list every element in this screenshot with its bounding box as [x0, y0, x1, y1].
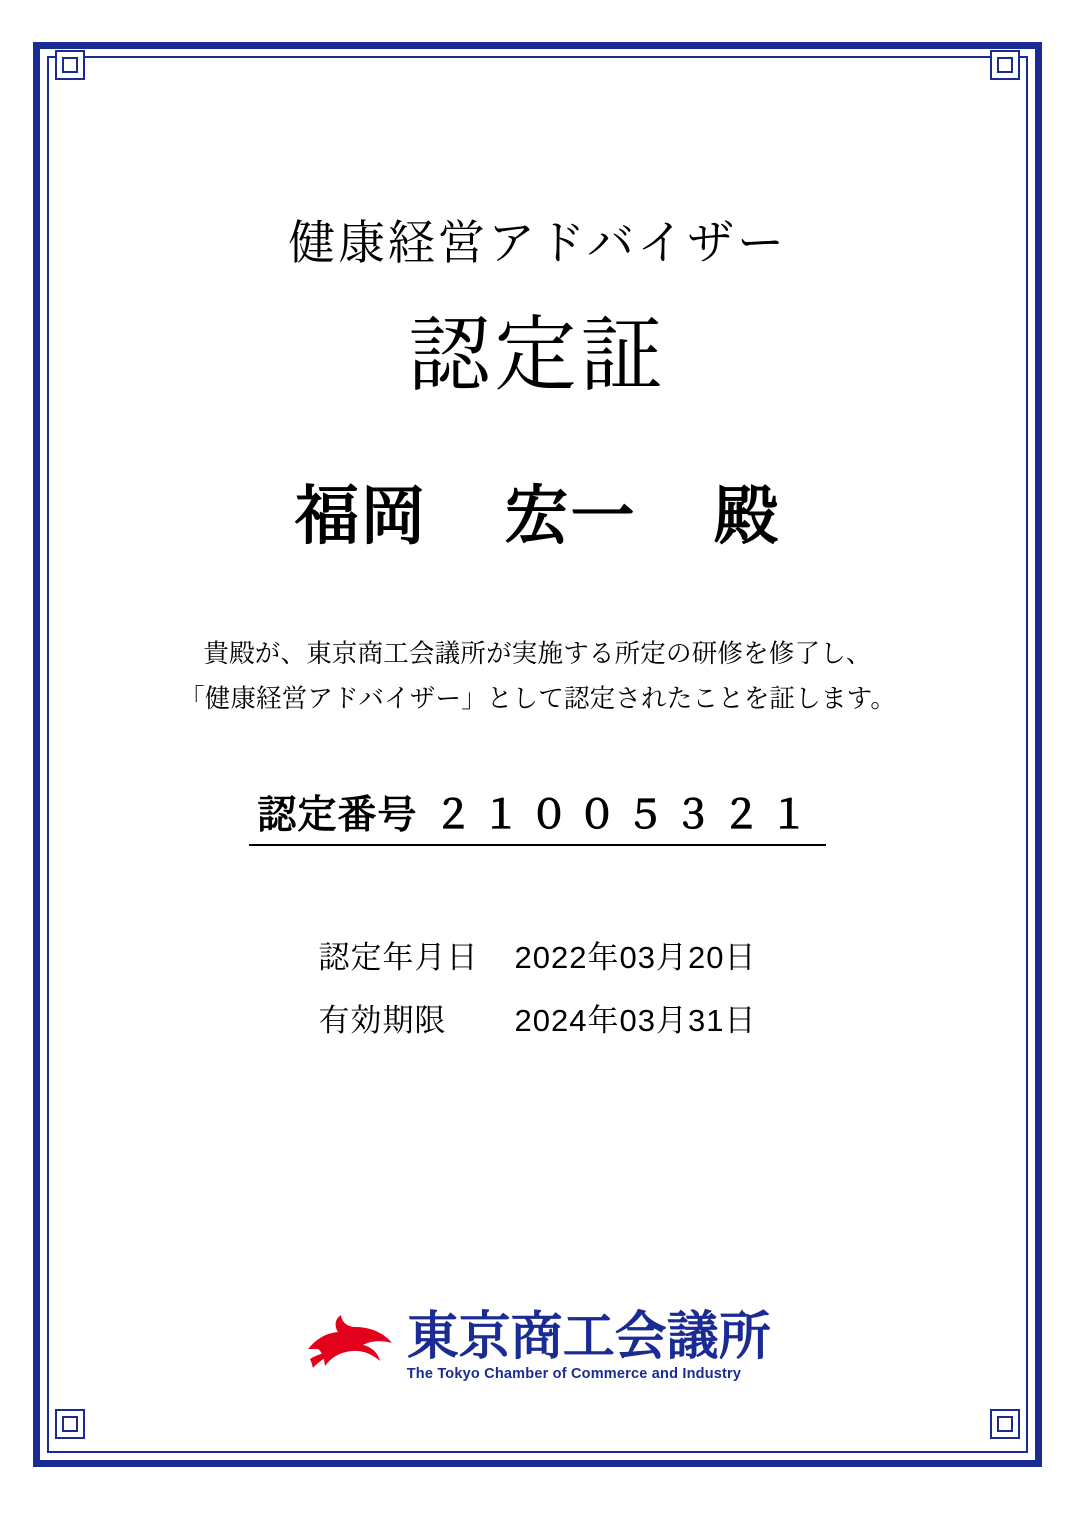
- certificate-number-value: ２１００５３２１: [433, 793, 818, 837]
- recipient-name: [60, 478, 1015, 555]
- issue-date-value: 2022年03月20日: [514, 939, 757, 975]
- certificate-title: 認定証: [408, 310, 667, 402]
- expiry-date-row: [319, 989, 757, 1053]
- issuer-name-en: The Tokyo Chamber of Commerce and Industry: [406, 1365, 742, 1382]
- issuer-name-jp: 東京商工会議所: [406, 1308, 771, 1366]
- recipient-family-name: 福岡: [294, 479, 427, 552]
- issuer-logo-text: [407, 1310, 771, 1383]
- certificate-body-line-2: 「健康経営アドバイザー」として認定されたことを証します。: [178, 685, 897, 713]
- issue-date-row: [319, 926, 757, 990]
- certificate-body-line-1: 貴殿が、東京商工会議所が実施する所定の研修を修了し、: [203, 640, 872, 669]
- certificate-number-label: 認定番号: [257, 793, 418, 837]
- expiry-date-label: 有効期限: [318, 1003, 447, 1039]
- issuer-logo: [60, 1310, 1015, 1388]
- issuer-logo-inner: [304, 1310, 770, 1388]
- issue-date-label: 認定年月日: [318, 939, 479, 975]
- certificate-body: [60, 632, 1015, 721]
- recipient-honorific: 殿: [714, 479, 781, 552]
- recipient-given-name: 宏一: [504, 479, 637, 552]
- tcci-bird-mark-icon: [304, 1309, 396, 1371]
- certificate-content: [60, 70, 1015, 1440]
- certificate-number: [249, 784, 825, 846]
- certificate-subtitle: 健康経営アドバイザー: [287, 216, 788, 269]
- expiry-date-value: 2024年03月31日: [514, 1003, 757, 1039]
- certificate-dates: [319, 926, 757, 1053]
